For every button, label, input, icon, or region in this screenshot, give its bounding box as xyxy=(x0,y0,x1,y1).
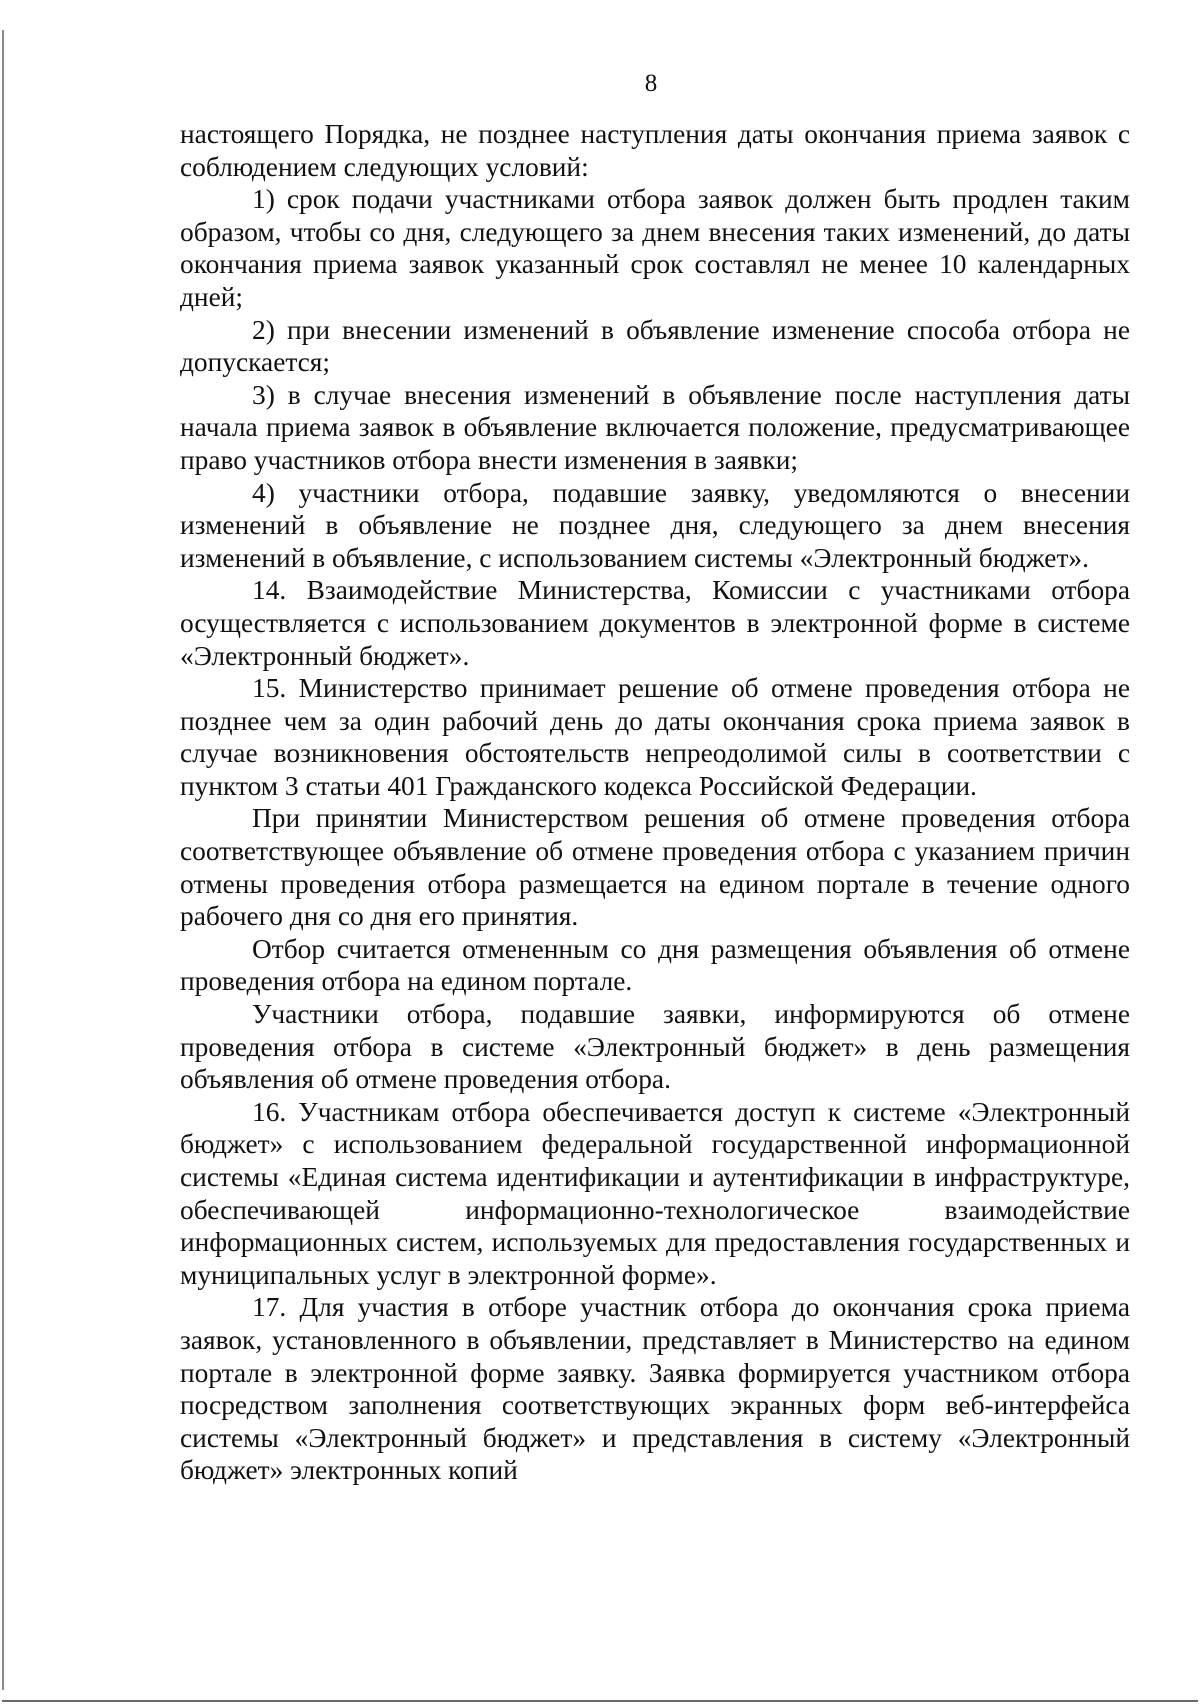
paragraph-condition-2: 2) при внесении изменений в объявление изменение способа отбора не допускается; xyxy=(180,314,1130,378)
paragraph-clause-16: 16. Участникам отбора обеспечивается доступ к системе «Электронный бюджет» с использованием федеральной государственной информационной системы «Единая система идентификации и аутентификации в инфраструктуре, обеспечивающей информационно-технологическое взаимодействие информационных систем, используемых для предоставления государственных и муниципальных услуг в электронной форме». xyxy=(180,1096,1130,1290)
paragraph-continuation: настоящего Порядка, не позднее наступления даты окончания приема заявок с соблюдением следующих условий: xyxy=(180,119,1130,182)
page-number: 8 xyxy=(644,70,658,97)
paragraph-condition-4: 4) участники отбора, подавшие заявку, уведомляются о внесении изменений в объявление не позднее дня, следующего за днем внесения изменений в объявление, с использованием системы «Электронный бюджет». xyxy=(180,477,1130,573)
paragraph-clause-15: 15. Министерство принимает решение об отмене проведения отбора не позднее чем за один рабочий день до даты окончания срока приема заявок в случае возникновения обстоятельств непреодолимой силы в соответствии с пунктом 3 статьи 401 Гражданского кодекса Российской Федерации. xyxy=(180,673,1130,801)
paragraph-condition-1: 1) срок подачи участниками отбора заявок должен быть продлен таким образом, чтобы со дня, следующего за днем внесения таких изменений, до даты окончания приема заявок указанный срок составлял не менее 10 календарных дней; xyxy=(180,184,1130,312)
scan-edge-left xyxy=(2,30,4,1690)
paragraph-condition-3: 3) в случае внесения изменений в объявление после наступления даты начала приема заявок в объявление включается положение, предусматривающее право участников отбора внести изменения в заявки; xyxy=(180,379,1130,475)
paragraph-cancellation-notice: При принятии Министерством решения об отмене проведения отбора соответствующее объявление об отмене проведения отбора с указанием причин отмены проведения отбора размещается на едином портале в течение одного рабочего дня со дня его принятия. xyxy=(180,803,1130,932)
paragraph-cancellation-effective: Отбор считается отмененным со дня размещения объявления об отмене проведения отбора на едином портале. xyxy=(180,933,1130,997)
document-body xyxy=(180,118,1130,1487)
paragraph-clause-14: 14. Взаимодействие Министерства, Комиссии с участниками отбора осуществляется с использованием документов в электронной форме в системе «Электронный бюджет». xyxy=(180,575,1130,671)
scan-edge-bottom xyxy=(2,1700,1198,1702)
paragraph-participants-informed: Участники отбора, подавшие заявки, информируются об отмене проведения отбора в системе «Электронный бюджет» в день размещения объявления об отмене проведения отбора. xyxy=(180,999,1130,1095)
paragraph-clause-17: 17. Для участия в отборе участник отбора до окончания срока приема заявок, установленного в объявлении, представляет в Министерство на едином портале в электронной форме заявку. Заявка формируется участником отбора посредством заполнения соответствующих экранных форм веб-интерфейса системы «Электронный бюджет» и представления в систему «Электронный бюджет» электронных копий xyxy=(180,1292,1130,1486)
